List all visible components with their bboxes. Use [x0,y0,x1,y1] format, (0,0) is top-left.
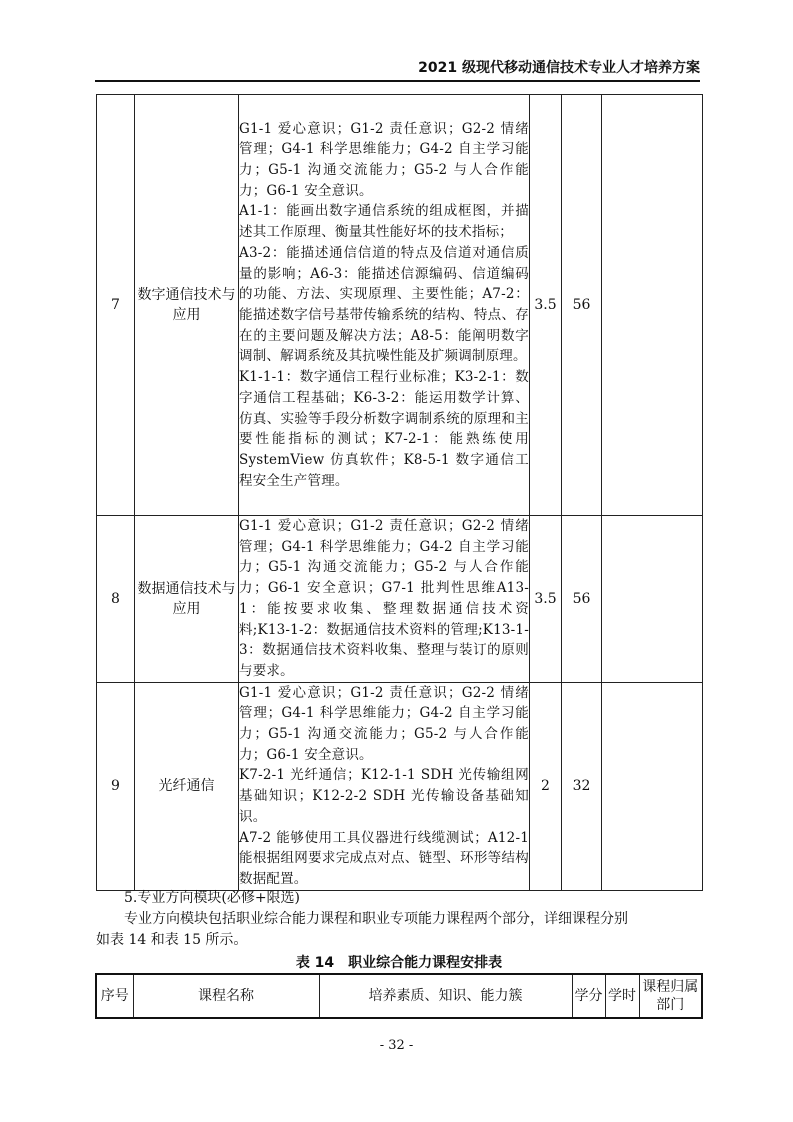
section-heading: 5.专业方向模块(必修+限选) [124,890,301,906]
competency-paragraph: G1-1 爱心意识；G1-2 责任意识；G2-2 情绪管理；G4-1 科学思维能力；G4-2 自主学习能力；G5-1 沟通交流能力；G5-2 与人合作能力；G6-1 安全意识。 [239,684,529,763]
course-name: 数据通信技术与应用 [135,516,239,683]
course-name: 光纤通信 [135,682,239,890]
header-title: 2021 级现代移动通信技术专业人才培养方案 [418,60,700,76]
table14-header-cell: 课程归属部门 [639,974,702,1018]
course-department [602,516,703,683]
page-number: - 32 - [379,1038,414,1053]
table14-header-cell: 课程名称 [133,974,319,1018]
course-credit: 3.5 [530,516,562,683]
course-table [96,94,703,891]
course-hours: 56 [562,516,602,683]
row-number: 7 [97,95,135,516]
competency-paragraph: K7-2-1 光纤通信；K12-1-1 SDH 光传输组网基础知识；K12-2-2 SDH 光传输设备基础知识。 [239,767,529,825]
table14-header-cell: 学时 [605,974,639,1018]
table14-header-cell: 序号 [96,974,133,1018]
table-row [97,516,703,683]
course-name: 数字通信技术与应用 [135,95,239,516]
course-hours: 32 [562,682,602,890]
table14-header-cell: 学分 [572,974,605,1018]
row-number: 9 [97,682,135,890]
table-row [97,95,703,516]
course-hours: 56 [562,95,602,516]
course-department [602,95,703,516]
competency-paragraph: K1-1-1：数字通信工程行业标准；K3-2-1：数字通信工程基础；K6-3-2：能运用数学计算、仿真、实验等手段分析数字调制系统的原理和主要性能指标的测试；K7-2-1：能熟练使用 SystemView 仿真软件；K8-5-1 数字通信工程安全生产管理。 [239,369,529,489]
competency-paragraph: G1-1 爱心意识；G1-2 责任意识；G2-2 情绪管理；G4-1 科学思维能力；G4-2 自主学习能力；G5-1 沟通交流能力；G5-2 与人合作能力；G6-1 安全意识；G7-1 批判性思维A13-1：能按要求收集、整理数据通信技术资料;K13-1-2：数据通信技术资料的管理;K13-1-3：数据通信技术资料收集、整理与装订的原则与要求。 [239,518,529,679]
table-row [97,682,703,890]
section-text-line: 如表 14 和表 15 所示。 [96,932,248,948]
competency-paragraph: A1-1：能画出数字通信系统的组成框图，并描述其工作原理、衡量其性能好坏的技术指标； [239,203,529,241]
course-competencies [239,682,530,890]
competency-paragraph: A3-2：能描述通信信道的特点及信道对通信质量的影响；A6-3：能描述信源编码、信道编码的功能、方法、实现原理、主要性能；A7-2：能描述数字信号基带传输系统的结构、特点、存在的主要问题及解决方法；A8-5：能阐明数字调制、解调系统及其抗噪性能及扩频调制原理。 [239,244,529,365]
course-credit: 2 [530,682,562,890]
table14-header-cell: 培养素质、知识、能力簇 [319,974,572,1018]
section-text-line: 专业方向模块包括职业综合能力课程和职业专项能力课程两个部分，详细课程分别 [124,911,628,927]
competency-paragraph: G1-1 爱心意识；G1-2 责任意识；G2-2 情绪管理；G4-1 科学思维能力；G4-2 自主学习能力；G5-1 沟通交流能力；G5-2 与人合作能力；G6-1 安全意识。 [239,120,529,199]
table14-header-row [96,974,702,1018]
row-number: 8 [97,516,135,683]
competency-paragraph: A7-2 能够使用工具仪器进行线缆测试；A12-1 能根据组网要求完成点对点、链型、环形等结构数据配置。 [239,829,529,887]
course-credit: 3.5 [530,95,562,516]
page-header [95,58,700,82]
course-competencies [239,95,530,516]
table14-caption: 表 14 职业综合能力课程安排表 [295,955,503,971]
course-department [602,682,703,890]
course-competencies [239,516,530,683]
table14 [95,973,703,1019]
